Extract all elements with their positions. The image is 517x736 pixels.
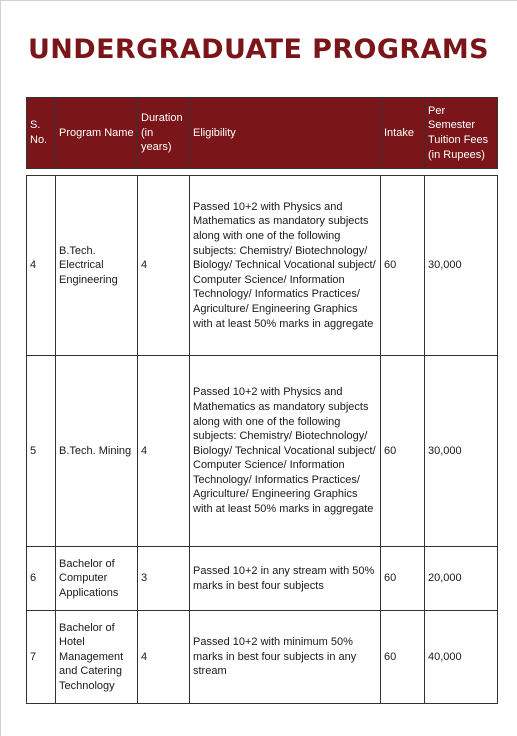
table-row (27, 547, 498, 611)
page-edge-left (0, 0, 1, 736)
table-row (27, 176, 498, 356)
cell-fees: 20,000 (425, 547, 498, 611)
cell-duration: 4 (138, 176, 190, 356)
header-duration: Duration (in years) (138, 98, 190, 169)
table-row (27, 611, 498, 704)
cell-sno: 7 (27, 611, 56, 704)
header-fees: Per Semester Tuition Fees (in Rupees) (425, 98, 498, 169)
cell-program-name: Bachelor of Hotel Management and Catering Technology (56, 611, 138, 704)
page-edge-top (0, 0, 517, 1)
table-row (27, 356, 498, 547)
cell-fees: 40,000 (425, 611, 498, 704)
cell-eligibility: Passed 10+2 with Physics and Mathematics as mandatory subjects along with one of the following subjects: Chemistry/ Biotechnology/ Biology/ Technical Vocational subject/ Computer Science/ Information Technology/ Informatics Practices/ Agriculture/ Engineering Graphics with at least 50% marks in aggregate (190, 356, 381, 547)
cell-intake: 60 (381, 611, 425, 704)
cell-sno: 6 (27, 547, 56, 611)
cell-program-name: Bachelor of Computer Applications (56, 547, 138, 611)
cell-intake: 60 (381, 547, 425, 611)
cell-fees: 30,000 (425, 176, 498, 356)
header-eligibility: Eligibility (190, 98, 381, 169)
cell-eligibility: Passed 10+2 with Physics and Mathematics as mandatory subjects along with one of the following subjects: Chemistry/ Biotechnology/ Biology/ Technical Vocational subject/ Computer Science/ Information Technology/ Informatics Practices/ Agriculture/ Engineering Graphics with at least 50% marks in aggregate (190, 176, 381, 356)
cell-intake: 60 (381, 176, 425, 356)
cell-duration: 3 (138, 547, 190, 611)
header-program-name: Program Name (56, 98, 138, 169)
cell-duration: 4 (138, 356, 190, 547)
table-spacer (27, 169, 498, 176)
cell-program-name: B.Tech. Mining (56, 356, 138, 547)
cell-program-name: B.Tech. Electrical Engineering (56, 176, 138, 356)
table-header-row (27, 98, 498, 169)
cell-duration: 4 (138, 611, 190, 704)
cell-intake: 60 (381, 356, 425, 547)
page-title: UNDERGRADUATE PROGRAMS (27, 34, 490, 65)
cell-eligibility: Passed 10+2 in any stream with 50% marks in best four subjects (190, 547, 381, 611)
header-intake: Intake (381, 98, 425, 169)
programs-table (26, 97, 498, 704)
cell-fees: 30,000 (425, 356, 498, 547)
cell-eligibility: Passed 10+2 with minimum 50% marks in best four subjects in any stream (190, 611, 381, 704)
header-sno: S. No. (27, 98, 56, 169)
cell-sno: 4 (27, 176, 56, 356)
cell-sno: 5 (27, 356, 56, 547)
